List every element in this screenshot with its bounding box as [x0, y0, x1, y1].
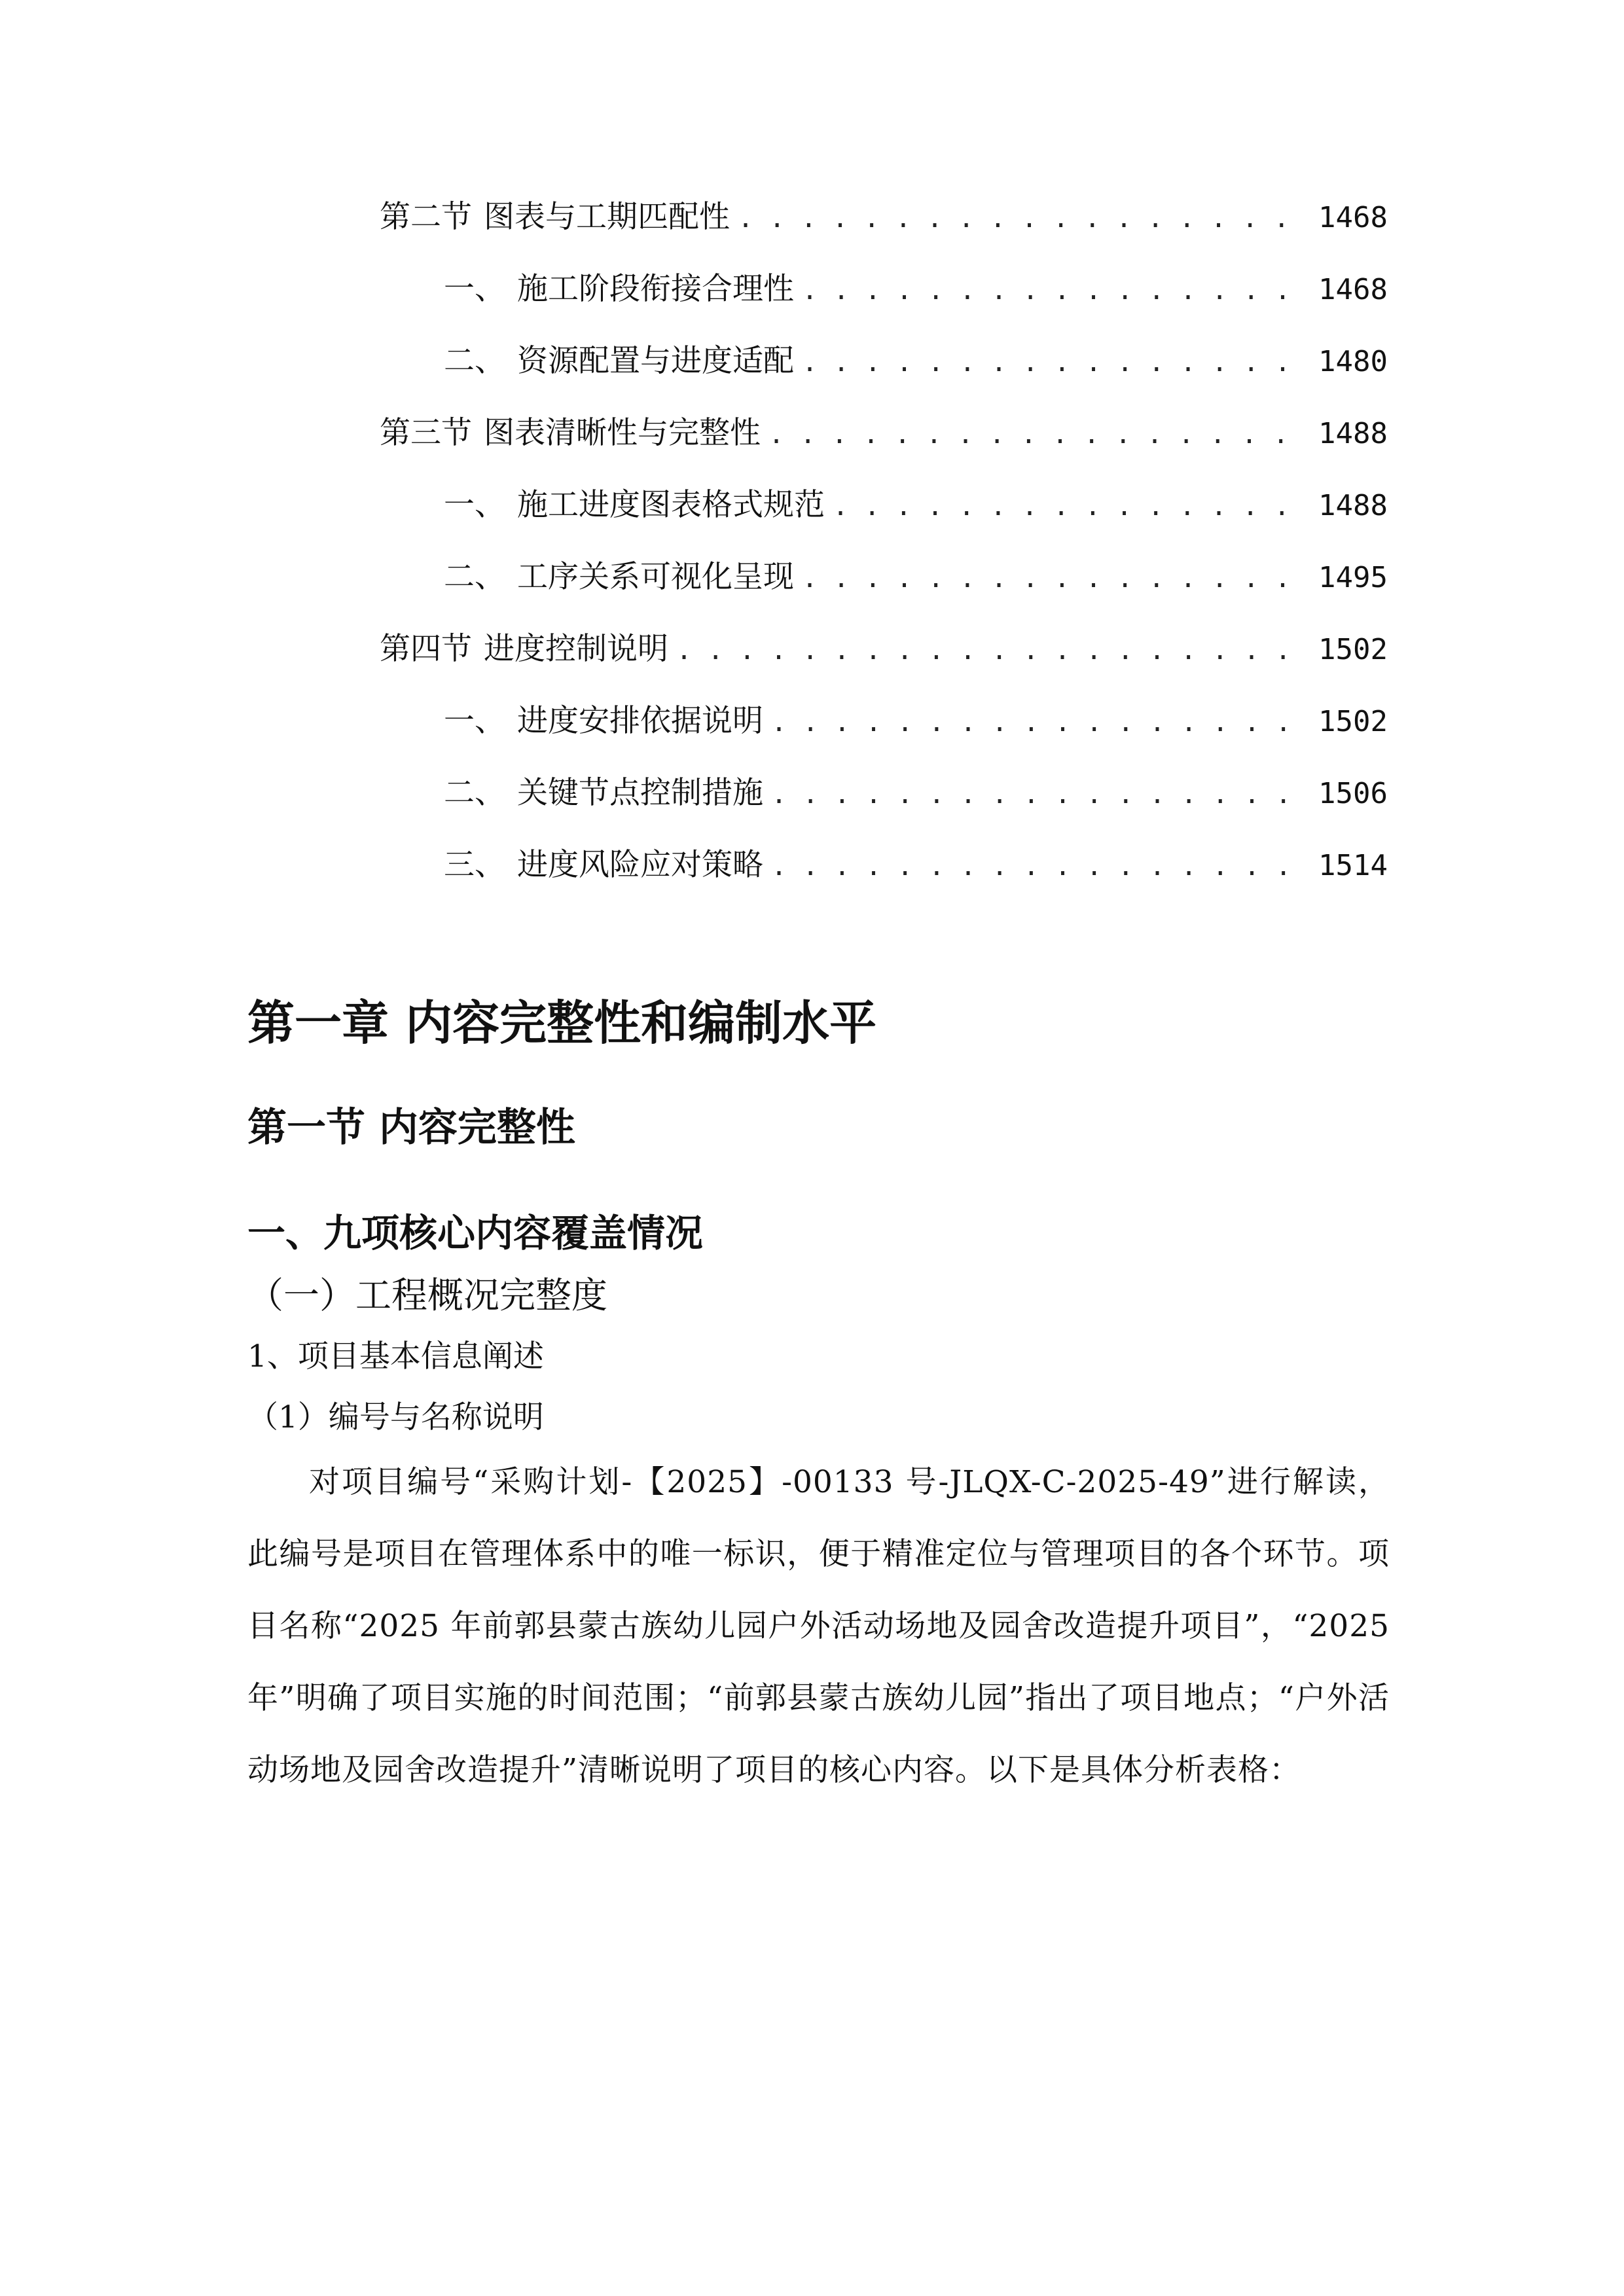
toc-entry-title: 图表清晰性与完整性 [484, 415, 761, 451]
toc-dot-leader [738, 191, 1310, 245]
toc-entry-page: 1506 [1318, 777, 1388, 810]
toc-entry-page: 1488 [1318, 489, 1388, 522]
toc-entry[interactable] [444, 335, 1388, 387]
toc-entry-number: 一、 [444, 703, 505, 739]
toc-entry-title: 图表与工期匹配性 [484, 199, 730, 235]
toc-entry-page: 1502 [1318, 705, 1388, 738]
toc-entry-title: 施工进度图表格式规范 [517, 487, 825, 523]
toc-entry-page: 1468 [1318, 273, 1388, 306]
toc-entry-number: 第三节 [380, 415, 472, 451]
section-heading: 第一节 内容完整性 [247, 1105, 575, 1151]
toc-entry-title: 关键节点控制措施 [517, 775, 763, 811]
toc-dot-leader [771, 767, 1310, 821]
toc-dot-leader [771, 695, 1310, 749]
toc-dot-leader [676, 623, 1310, 677]
toc-entry[interactable] [380, 191, 1388, 243]
toc-dot-leader [771, 839, 1310, 893]
chapter-heading: 第一章 内容完整性和编制水平 [247, 996, 877, 1050]
toc-entry[interactable] [444, 263, 1388, 315]
toc-entry[interactable] [380, 407, 1388, 459]
body-paragraph: 对项目编号“采购计划-【2025】-00133 号-JLQX-C-2025-49”进行解读，此编号是项目在管理体系中的唯一标识，便于精准定位与管理项目的各个环节。项目名称“2025 年前郭县蒙古族幼儿园户外活动场地及园舍改造提升项目”，“2025 年”明确了项目实施的时间范围；“前郭县蒙古族幼儿园”指出了项目地点；“户外活动场地及园舍改造提升”清晰说明了项目的核心内容。以下是具体分析表格： [247, 1464, 1390, 1788]
toc-entry-page: 1514 [1318, 849, 1388, 882]
toc-entry-page: 1468 [1318, 201, 1388, 234]
toc-entry-title: 资源配置与进度适配 [517, 343, 794, 379]
toc-entry[interactable] [444, 479, 1388, 531]
toc-entry[interactable] [444, 551, 1388, 603]
toc-entry-number: 二、 [444, 559, 505, 595]
toc-entry-number: 第二节 [380, 199, 472, 235]
item-heading: 1、项目基本信息阐述 [247, 1338, 544, 1374]
toc-entry-title: 进度风险应对策略 [517, 847, 763, 883]
toc-dot-leader [802, 551, 1310, 605]
toc-entry-number: 三、 [444, 847, 505, 883]
toc-entry-page: 1495 [1318, 561, 1388, 594]
toc-entry-number: 二、 [444, 775, 505, 811]
toc-entry-page: 1480 [1318, 345, 1388, 378]
toc-dot-leader [768, 407, 1310, 461]
toc-dot-leader [802, 263, 1310, 317]
toc-entry-number: 第四节 [380, 631, 472, 667]
toc-entry[interactable] [380, 623, 1388, 675]
toc-entry-title: 工序关系可视化呈现 [517, 559, 794, 595]
toc-entry-title: 进度安排依据说明 [517, 703, 763, 739]
toc-entry-title: 进度控制说明 [484, 631, 668, 667]
toc-dot-leader [833, 479, 1310, 533]
toc-entry-page: 1502 [1318, 633, 1388, 666]
subsubsection-heading: （一）工程概况完整度 [247, 1274, 608, 1316]
subitem-heading: （1）编号与名称说明 [247, 1399, 544, 1435]
toc-dot-leader [802, 335, 1310, 389]
toc-entry-number: 二、 [444, 343, 505, 379]
toc-entry-number: 一、 [444, 271, 505, 307]
toc-entry[interactable] [444, 839, 1388, 891]
toc-entry-number: 一、 [444, 487, 505, 523]
toc-entry[interactable] [444, 695, 1388, 747]
toc-entry[interactable] [444, 767, 1388, 819]
toc-entry-page: 1488 [1318, 417, 1388, 450]
toc-entry-title: 施工阶段衔接合理性 [517, 271, 794, 307]
subsection-heading: 一、九项核心内容覆盖情况 [247, 1211, 704, 1255]
